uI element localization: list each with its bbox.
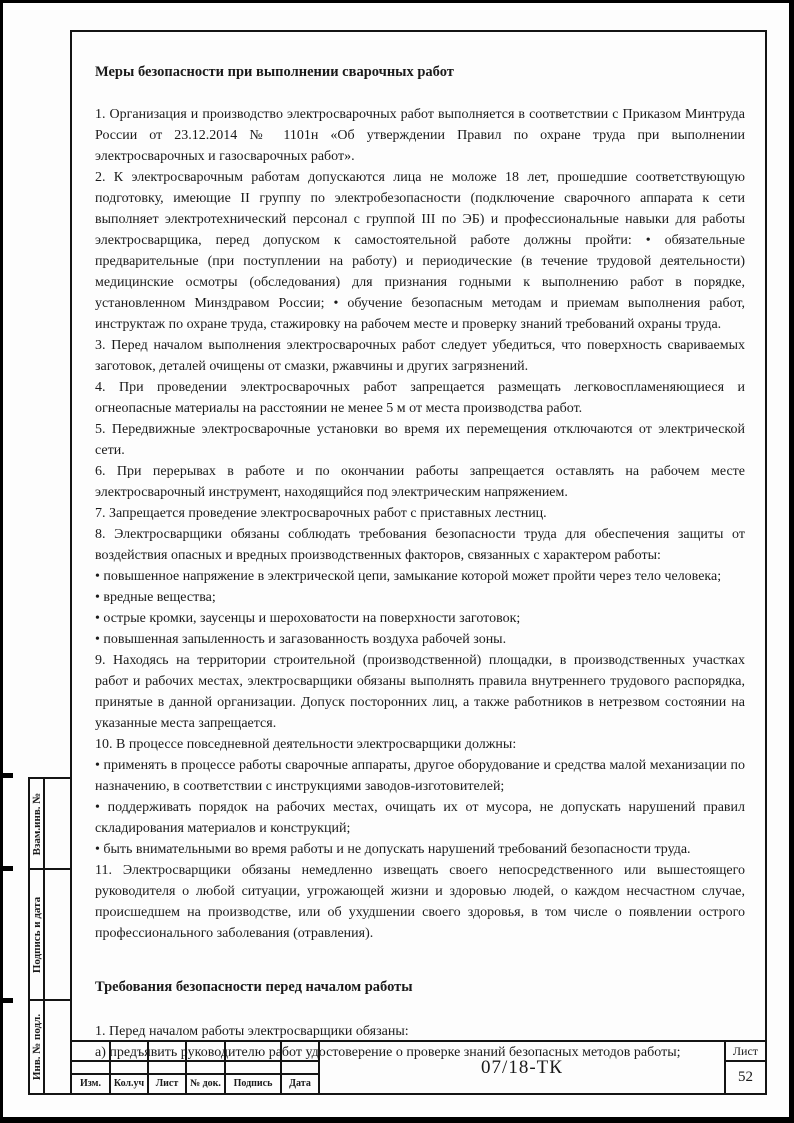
scan-border-top	[0, 0, 794, 3]
paragraph: • поддерживать порядок на рабочих местах, очищать их от мусора, не допускать нарушений правил складирования материалов и конструкций;	[95, 800, 745, 836]
paragraph: • повышенное напряжение в электрической цепи, замыкание которой может пройти через тело человека;	[95, 569, 722, 584]
paragraph: • вредные вещества;	[95, 590, 216, 605]
revision-cell	[225, 1042, 281, 1061]
revision-cell	[72, 1042, 110, 1061]
revision-cell	[148, 1061, 186, 1074]
paragraph: • применять в процессе работы сварочные аппараты, другое оборудование и средства малой механизации по назначению, в соответствии с инструкциями заводов-изготовителей;	[95, 758, 745, 794]
scan-border-right	[789, 0, 794, 1123]
revision-cell	[281, 1042, 319, 1061]
revision-column-label: Изм.	[72, 1074, 110, 1093]
revision-row	[72, 1074, 319, 1093]
left-stamp-column	[28, 777, 72, 1095]
stamp-box-vzam-inv	[30, 779, 72, 870]
paragraph: 11. Электросварщики обязаны немедленно извещать своего непосредственного или вышестоящего руководителя о любой ситуации, угрожающей жизни и здоровью людей, о каждом несчастном случае, происшедшем на производстве, или об ухудшении своего здоровья, в том числе о появлении острого профессионального заболевания (отравления).	[95, 863, 745, 941]
revision-column-label: Дата	[281, 1074, 319, 1093]
section-heading: Меры безопасности при выполнении сварочных работ	[95, 64, 454, 80]
paragraph: 10. В процессе повседневной деятельности электросварщики должны:	[95, 737, 517, 752]
revision-cell	[186, 1042, 225, 1061]
paragraph: 5. Передвижные электросварочные установки во время их перемещения отключаются от электрической сети.	[95, 422, 745, 458]
stamp-label: Подпись и дата	[30, 896, 43, 973]
scan-mark	[0, 866, 13, 871]
paragraph: 1. Перед началом работы электросварщики обязаны:	[95, 1024, 409, 1039]
paragraph: 4. При проведении электросварочных работ запрещается размещать легковоспламеняющиеся и огнеопасные материалы на расстоянии не менее 5 м от места производства работ.	[95, 380, 745, 416]
paragraph: • повышенная запыленность и загазованность воздуха рабочей зоны.	[95, 632, 507, 647]
page-frame	[70, 30, 767, 1095]
revision-row	[72, 1061, 319, 1074]
section-heading: Требования безопасности перед началом работы	[95, 979, 413, 995]
revision-row	[72, 1042, 319, 1061]
stamp-box-podpis-data	[30, 870, 72, 1001]
title-block	[72, 1040, 765, 1093]
stamp-label-cell	[30, 1001, 45, 1093]
stamp-empty-cell	[45, 779, 72, 868]
revision-column-label: Кол.уч	[110, 1074, 148, 1093]
scan-border-left	[0, 0, 3, 1123]
stamp-label: Взам.инв. №	[30, 792, 43, 855]
paragraph: а) предъявить руководителю работ удостоверение о проверке знаний безопасных методов работы;	[95, 1045, 681, 1060]
paragraph: 3. Перед началом выполнения электросварочных работ следует убедиться, что поверхность свариваемых заготовок, деталей очищены от смазки, ржавчины и других загрязнений.	[95, 338, 745, 374]
revision-cell	[110, 1042, 148, 1061]
revision-cell	[148, 1042, 186, 1061]
paragraph: 9. Находясь на территории строительной (производственной) площадки, в производственных участках работ и рабочих местах, электросварщики обязаны выполнять правила внутреннего трудового распорядка, принятые в данной организации. Допуск посторонних лиц, а также работников в нетрезвом состоянии на указанные места запрещается.	[95, 653, 745, 731]
paragraph: 6. При перерывах в работе и по окончании работы запрещается оставлять на рабочем месте электросварочный инструмент, находящийся под электрическим напряжением.	[95, 464, 745, 500]
revision-cell	[281, 1061, 319, 1074]
document-number: 07/18-ТК	[481, 1056, 563, 1078]
stamp-empty-cell	[45, 1001, 72, 1093]
scan-mark	[0, 998, 13, 1003]
revision-cell	[225, 1061, 281, 1074]
paragraph: 2. К электросварочным работам допускаются лица не моложе 18 лет, прошедшие соответствующую подготовку, имеющие II группу по электробезопасности (подключение сварочного аппарата к сети выполняет электротехнический персонал с группой III по ЭБ) и профессиональные навыки для работы электросварщика, перед допуском к самостоятельной работе должны пройти: • обязательные предварительные (при поступлении на работу) и периодические (в течение трудовой деятельности) медицинские осмотры (обследования) для признания годными к выполнению работ в порядке, установленном Минздравом России; • обучение безопасным методам и приемам выполнения работ, инструктаж по охране труда, стажировку на рабочем месте и проверку знаний требований охраны труда.	[95, 170, 745, 332]
revision-column-label: № док.	[186, 1074, 225, 1093]
revision-column-label: Лист	[148, 1074, 186, 1093]
paragraph: • быть внимательными во время работы и не допускать нарушений требований безопасности труда.	[95, 842, 691, 857]
revision-column-label: Подпись	[225, 1074, 281, 1093]
sheet-box	[724, 1042, 765, 1093]
sheet-number: 52	[738, 1069, 753, 1085]
sheet-label: Лист	[726, 1042, 765, 1062]
revision-cell	[110, 1061, 148, 1074]
revision-table	[72, 1042, 320, 1093]
stamp-label: Инв. № подл.	[30, 1013, 43, 1081]
revision-cell	[186, 1061, 225, 1074]
scan-border-bottom	[0, 1117, 794, 1123]
scan-mark	[0, 773, 13, 778]
stamp-box-inv-podl	[30, 1001, 72, 1093]
revision-cell	[72, 1061, 110, 1074]
paragraph: 1. Организация и производство электросварочных работ выполняется в соответствии с Приказом Минтруда России от 23.12.2014 № 1101н «Об утверждении Правил по охране труда при выполнении электросварочных и газосварочных работ».	[95, 107, 745, 164]
paragraph: • острые кромки, заусенцы и шероховатости на поверхности заготовок;	[95, 611, 521, 626]
paragraph: 8. Электросварщики обязаны соблюдать требования безопасности труда для обеспечения защиты от воздействия опасных и вредных производственных факторов, связанных с характером работы:	[95, 527, 745, 563]
paragraph: 7. Запрещается проведение электросварочных работ с приставных лестниц.	[95, 506, 547, 521]
stamp-label-cell	[30, 870, 45, 999]
stamp-empty-cell	[45, 870, 72, 999]
stamp-label-cell	[30, 779, 45, 868]
